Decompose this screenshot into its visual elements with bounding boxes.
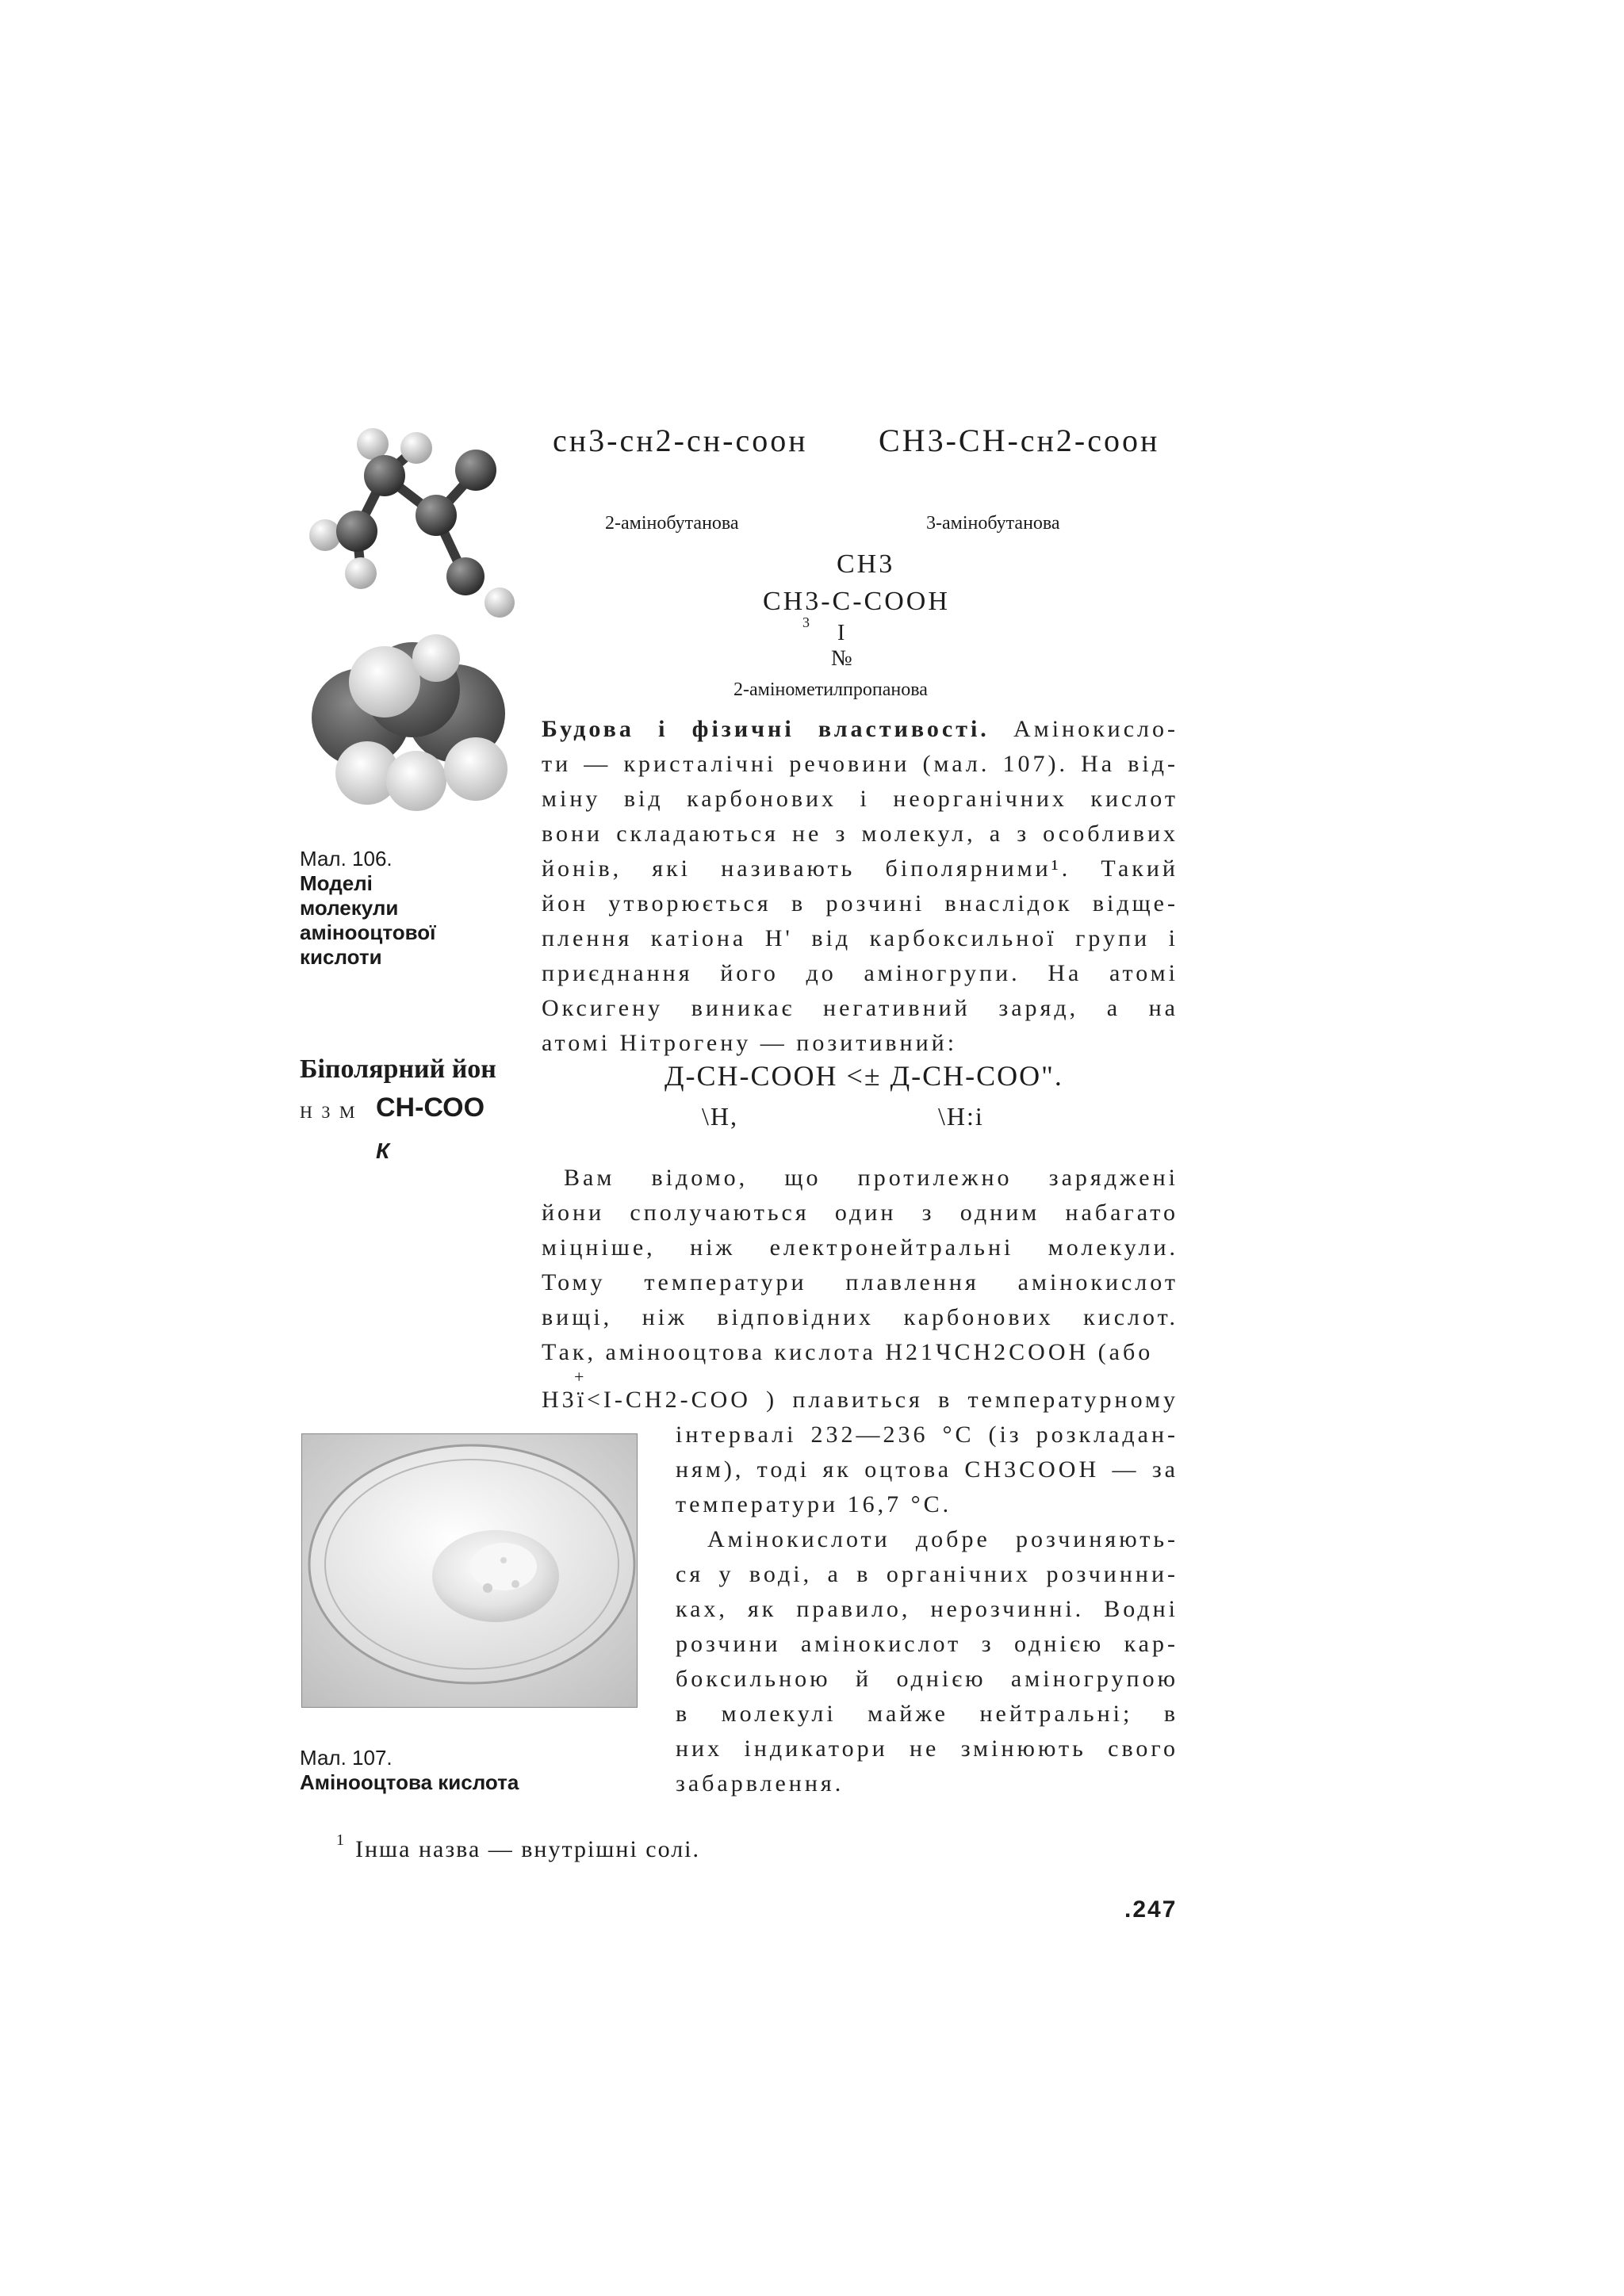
- plus-charge-mark: +: [574, 1367, 584, 1387]
- fig107-label: Мал. 107.: [300, 1746, 393, 1770]
- text-line: забарвлення.: [676, 1770, 845, 1797]
- equation-sub-left: \Н,: [702, 1102, 738, 1131]
- formula-main-chain: СН3-С-СООН: [763, 587, 950, 616]
- formula-sub-3: 3: [802, 614, 810, 630]
- bipolar-prefix: Н 3 М: [300, 1102, 358, 1122]
- formula-branch-ch3: СН3: [837, 549, 895, 579]
- text-line: ся у воді, а в органічних розчинни-: [676, 1561, 1178, 1587]
- text-line: вони складаються не з молекул, а з особливих: [542, 821, 1178, 847]
- text-line: ти — кристалічні речовини (мал. 107). На від-: [542, 751, 1178, 777]
- text-line: температури 16,7 °С.: [676, 1491, 952, 1517]
- petri-dish-photo: [301, 1433, 638, 1708]
- formula-bond-mark: I: [837, 621, 845, 645]
- name-3-aminobutanoic: 3-амінобутанова: [926, 513, 1060, 534]
- text-line: йонів, які називають біполярними¹. Такий: [542, 855, 1178, 882]
- text-line: ням), тоді як оцтова СН3СООН — за: [676, 1456, 1178, 1483]
- footnote-mark: 1: [336, 1831, 344, 1849]
- ball-and-stick-model: [297, 424, 535, 630]
- text-line: йони сполучаються один з одним набагато: [542, 1200, 1178, 1226]
- text-line: атомі Нітрогену — позитивний:: [542, 1030, 958, 1056]
- formula-2-aminobutanoic: сн3-сн2-сн-соон: [553, 423, 808, 458]
- text-line: Н3ї<І-СН2-СОО ) плавиться в температурному: [542, 1387, 1178, 1413]
- text-line: міну від карбонових і неорганічних кислот: [542, 786, 1178, 812]
- page-number: .247: [1124, 1896, 1178, 1923]
- fig107-text: Амінооцтова кислота: [300, 1770, 519, 1794]
- text-line: розчини амінокислот з однією кар-: [676, 1631, 1178, 1657]
- formula-nh2-mark: №: [831, 646, 852, 671]
- fig106-label: Мал. 106.: [300, 847, 393, 871]
- text-line: плення катіона Н' від карбоксильної групи і: [542, 925, 1178, 951]
- text-line: них індикатори не змінюють свого: [676, 1735, 1178, 1762]
- text-line: інтервалі 232—236 °С (із розкладан-: [676, 1422, 1178, 1448]
- fig107-caption: [300, 1746, 585, 1795]
- text-line: боксильною й однією аміногрупою: [676, 1666, 1178, 1692]
- bipolar-formula: СН-СОО: [376, 1093, 485, 1123]
- text-line: Оксигену виникає негативний заряд, а на: [542, 995, 1178, 1021]
- fig106-line: Моделі: [300, 871, 373, 895]
- fig106-caption: [300, 847, 506, 970]
- text-span: Амінокисло-: [1013, 716, 1178, 742]
- space-filling-model: [297, 626, 535, 832]
- paragraph-solubility: [676, 1522, 1178, 1801]
- equation-sub-right: \Н:і: [938, 1102, 984, 1131]
- text-line: Тому температури плавлення амінокислот: [542, 1269, 1178, 1295]
- bipolar-k: К: [376, 1138, 390, 1163]
- bipolar-ion-title: Біполярний йон: [300, 1054, 496, 1084]
- paragraph-melting-continued: [676, 1418, 1178, 1522]
- text-line-wide: [542, 1383, 1178, 1418]
- text-line: ках, як правило, нерозчинні. Водні: [676, 1596, 1178, 1622]
- text-line: міцніше, ніж електронейтральні молекули.: [542, 1234, 1178, 1261]
- fig106-line: молекули: [300, 896, 399, 920]
- fig106-line: кислоти: [300, 945, 382, 969]
- fig106-line: амінооцтової: [300, 920, 436, 944]
- text-line: йон утворюється в розчині внаслідок відще-: [542, 890, 1178, 916]
- text-line: в молекулі майже нейтральні; в: [676, 1701, 1178, 1727]
- name-2-aminobutanoic: 2-амінобутанова: [605, 513, 739, 534]
- text-line: [542, 712, 1178, 747]
- text-line: вищі, ніж відповідних карбонових кислот.: [542, 1304, 1178, 1330]
- section-structure-text: [542, 712, 1178, 1061]
- text-line: Амінокислоти добре розчиняють-: [707, 1526, 1178, 1552]
- paragraph-melting: [542, 1161, 1178, 1370]
- section-heading: Будова і фізичні властивості.: [542, 716, 990, 742]
- bipolar-equation: Д-СН-СООН <± Д-СН-СОО".: [665, 1060, 1063, 1092]
- footnote-text: Інша назва — внутрішні солі.: [355, 1836, 701, 1862]
- text-line: Так, амінооцтова кислота Н21ЧСН2СООН (або: [542, 1339, 1154, 1365]
- text-line: приєднання його до аміногрупи. На атомі: [542, 960, 1178, 986]
- formula-3-aminobutanoic: СН3-СН-сн2-соон: [879, 423, 1160, 458]
- text-line: Вам відомо, що протилежно заряджені: [564, 1165, 1178, 1191]
- name-2-aminomethylpropanoic: 2-амінометилпропанова: [733, 679, 928, 700]
